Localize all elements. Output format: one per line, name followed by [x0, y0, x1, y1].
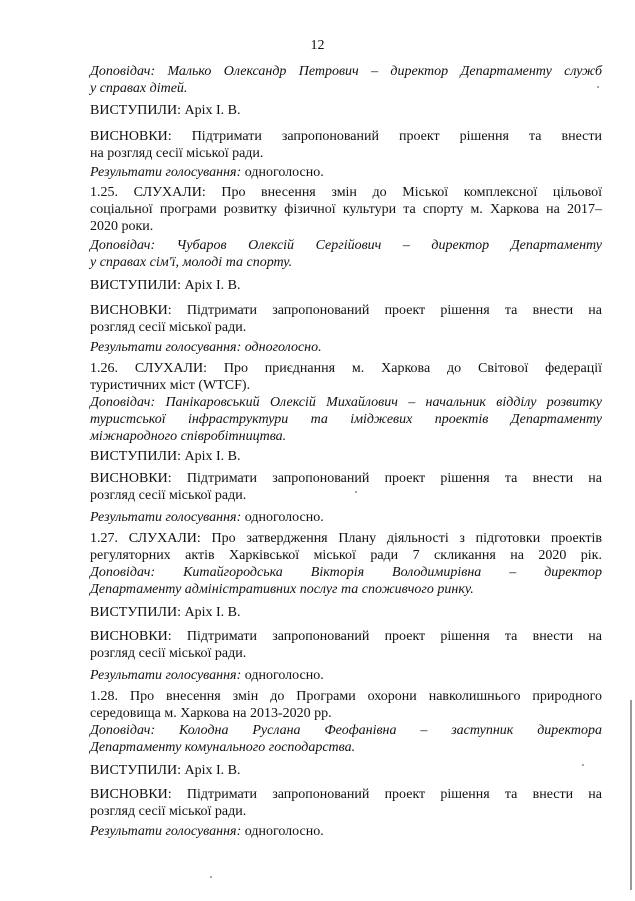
text-line: соціальної програми розвитку фізичної культури та спорту м. Харкова на 2017– — [90, 202, 602, 217]
spoke-line-1: ВИСТУПИЛИ: Аріх І. В. — [90, 103, 241, 118]
text-line: на розгляд сесії міської ради. — [90, 146, 264, 161]
agenda-item-1-27 — [90, 530, 602, 564]
text-line: міжнародного співробітництва. — [90, 429, 287, 444]
text-line: ВИСНОВКИ: Підтримати запропонований проект рішення та внести на — [90, 629, 602, 644]
vote-label: Результати голосування: — [90, 824, 242, 839]
speaker-paragraph-1 — [90, 63, 602, 97]
page-number: 12 — [310, 38, 325, 53]
text-line: туристської інфраструктури та іміджевих проектів Департаменту — [90, 412, 602, 427]
vote-result-5 — [90, 823, 602, 840]
text-line: 1.28. Про внесення змін до Програми охорони навколишнього природного — [90, 689, 602, 704]
vote-result-2: Результати голосування: одноголосно. — [90, 340, 322, 355]
text-line: середовища м. Харкова на 2013-2020 рр. — [90, 706, 332, 721]
text-line: ВИСНОВКИ: Підтримати запропонований проект рішення та внести — [90, 129, 602, 144]
text-line: 1.26. СЛУХАЛИ: Про приєднання м. Харкова до Світової федерації — [90, 361, 602, 376]
text-line: Департаменту комунального господарства. — [90, 740, 356, 755]
agenda-item-1-25 — [90, 184, 602, 235]
spoke-line-2: ВИСТУПИЛИ: Аріх І. В. — [90, 278, 241, 293]
text-line: Доповідач: Китайгородська Вікторія Володимирівна – директор — [90, 565, 602, 580]
agenda-item-1-26 — [90, 360, 602, 394]
spoke-line-3: ВИСТУПИЛИ: Аріх І. В. — [90, 449, 241, 464]
text-line: ВИСНОВКИ: Підтримати запропонований проект рішення та внести на — [90, 787, 602, 802]
text-line: розгляд сесії міської ради. — [90, 804, 247, 819]
scan-speck — [597, 86, 599, 88]
text-line: ВИСНОВКИ: Підтримати запропонований проект рішення та внести на — [90, 471, 602, 486]
text-line: розгляд сесії міської ради. — [90, 646, 247, 661]
text-line: Доповідач: Панікаровський Олексій Михайлович – начальник відділу розвитку — [90, 395, 602, 410]
spoke-line-4: ВИСТУПИЛИ: Аріх І. В. — [90, 605, 241, 620]
speaker-paragraph-5 — [90, 722, 602, 756]
text-line: 2020 роки. — [90, 219, 154, 234]
text-line: Доповідач: Чубаров Олексій Сергійович – директор Департаменту — [90, 238, 602, 253]
text-line: розгляд сесії міської ради. — [90, 320, 247, 335]
vote-result-3 — [90, 509, 602, 526]
scan-speck — [355, 491, 357, 493]
vote-result-4 — [90, 667, 602, 684]
conclusion-paragraph-5 — [90, 786, 602, 820]
text-line: Доповідач: Колодна Руслана Феофанівна – заступник директора — [90, 723, 602, 738]
scan-speck — [210, 876, 212, 878]
conclusion-paragraph-2 — [90, 302, 602, 336]
spoke-line-5: ВИСТУПИЛИ: Аріх І. В. — [90, 763, 241, 778]
text-line: ВИСНОВКИ: Підтримати запропонований проект рішення та внести на — [90, 303, 602, 318]
vote-value: одноголосно. — [244, 824, 324, 839]
text-line: у справах сім'ї, молоді та спорту. — [90, 255, 293, 270]
conclusion-paragraph-3 — [90, 470, 602, 504]
speaker-paragraph-3 — [90, 394, 602, 445]
scan-speck — [582, 764, 584, 766]
text-line: Доповідач: Малько Олександр Петрович – директор Департаменту служб — [90, 64, 602, 79]
vote-label: Результати голосування: — [90, 510, 242, 525]
text-line: регуляторних актів Харківської міської ради 7 скликання на 2020 рік. — [90, 548, 602, 563]
agenda-item-1-28 — [90, 688, 602, 722]
text-line: Департаменту адміністративних послуг та споживчого ринку. — [90, 582, 474, 597]
vote-value: одноголосно. — [244, 510, 324, 525]
text-line: 1.27. СЛУХАЛИ: Про затвердження Плану діяльності з підготовки проектів — [90, 531, 602, 546]
text-line: туристичних міст (WTCF). — [90, 378, 251, 393]
vote-value: одноголосно. — [244, 165, 324, 180]
vote-label: Результати голосування: — [90, 668, 242, 683]
text-line: 1.25. СЛУХАЛИ: Про внесення змін до Міської комплексної цільової — [90, 185, 602, 200]
text-line: розгляд сесії міської ради. — [90, 488, 247, 503]
speaker-paragraph-4 — [90, 564, 602, 598]
vote-label: Результати голосування: — [90, 165, 242, 180]
speaker-paragraph-2 — [90, 237, 602, 271]
conclusion-paragraph-1 — [90, 128, 602, 162]
text-line: у справах дітей. — [90, 81, 188, 96]
vote-value: одноголосно. — [244, 668, 324, 683]
scan-edge-mark — [630, 700, 632, 890]
vote-result-1 — [90, 164, 602, 181]
conclusion-paragraph-4 — [90, 628, 602, 662]
